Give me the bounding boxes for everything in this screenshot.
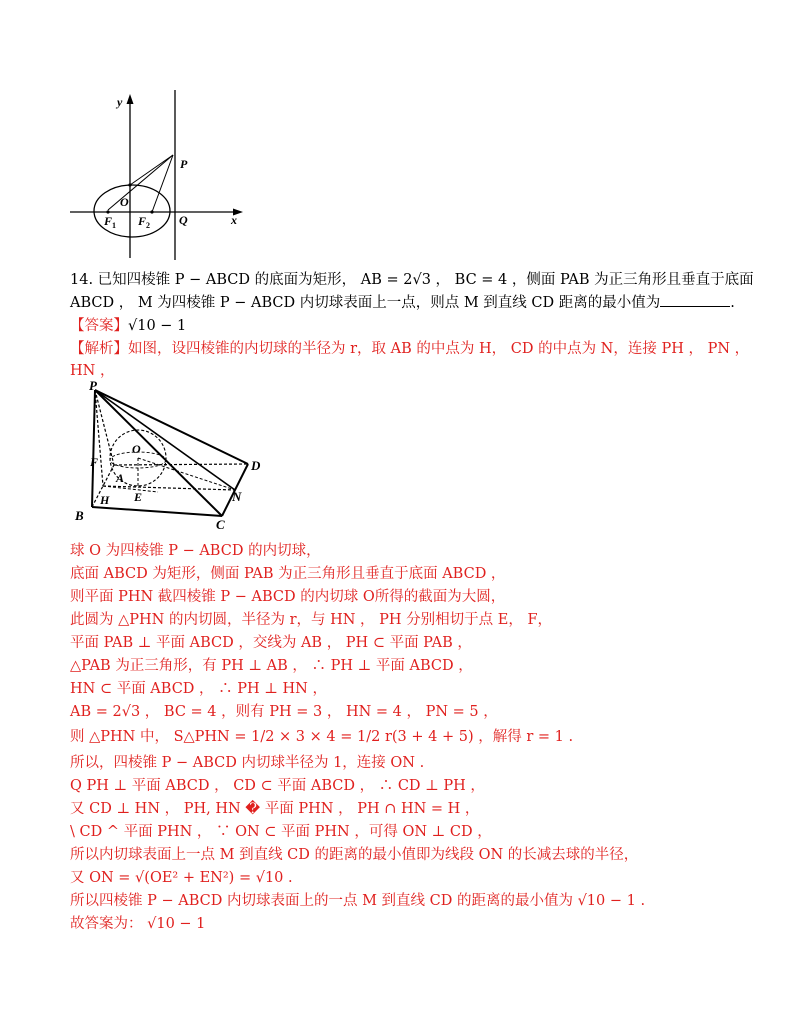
answer-blank [660, 292, 730, 307]
pyramid-d-label: D [251, 458, 261, 473]
solution-line-4: 此圆为 △PHN 的内切圆，半径为 r，与 HN ， PH 分别相切于点 E， F， [70, 612, 553, 628]
point-f1-label: F [104, 214, 113, 228]
pyramid-e-label: E [134, 490, 143, 504]
x-axis-label: x [231, 213, 237, 227]
answer-value: √10 − 1 [128, 318, 187, 334]
solution-line-15: 又 ON = √(OE² + EN²) = √10 . [70, 870, 293, 886]
solution-line-14: 所以内切球表面上一点 M 到直线 CD 的距离的最小值即为线段 ON 的长减去球的半径， [70, 847, 639, 863]
pyramid-p-label: P [89, 380, 97, 393]
pyramid-a-label: A [116, 471, 125, 485]
pyramid-c-label: C [216, 517, 225, 532]
solution-line-1: 球 O 为四棱锥 P − ABCD 的内切球， [70, 543, 321, 559]
point-f1-sub: 1 [112, 221, 116, 230]
solution-line-10: 所以，四棱锥 P − ABCD 内切球半径为 1，连接 ON . [70, 755, 425, 771]
solution-line-13: \ CD ^ 平面 PHN ， ∵ ON ⊂ 平面 PHN ，可得 ON ⊥ CD ， [70, 824, 492, 840]
solution-line-9: 则 △PHN 中， S△PHN = 1/2 × 3 × 4 = 1/2 r(3 + 4 + 5) ，解得 r = 1 . [70, 729, 574, 745]
pyramid-diagram [70, 380, 270, 535]
pyramid-b-label: B [75, 508, 84, 523]
point-f2-label: F [138, 214, 147, 228]
analysis-label: 【解析】 [70, 341, 128, 357]
point-p-label: P [180, 157, 188, 171]
pyramid-h-label: H [100, 493, 110, 507]
point-q-label: Q [179, 213, 188, 227]
solution-line-7: HN ⊂ 平面 ABCD ， ∴ PH ⊥ HN ， [70, 681, 327, 697]
answer-label: 【答案】 [70, 318, 128, 334]
pyramid-f-label: F [90, 455, 99, 469]
pyramid-n-label: N [232, 489, 242, 504]
solution-line-16: 所以四棱锥 P − ABCD 内切球表面上的一点 M 到直线 CD 的距离的最小值为 √10 − 1 . [70, 893, 646, 909]
solution-line-11: Q PH ⊥ 平面 ABCD ， CD ⊂ 平面 ABCD ， ∴ CD ⊥ PH ， [70, 778, 485, 794]
solution-line-12: 又 CD ⊥ HN ， PH, HN � 平面 PHN ， PH ∩ HN = H ， [70, 801, 480, 817]
y-axis-label: y [117, 95, 123, 109]
problem-line-2: ABCD ， M 为四棱锥 P − ABCD 内切球表面上一点，则点 M 到直线 CD 距离的最小值为 . [70, 292, 735, 314]
solution-line-5: 平面 PAB ⊥ 平面 ABCD ，交线为 AB ， PH ⊂ 平面 PAB ， [70, 635, 472, 651]
ellipse-diagram [60, 88, 260, 263]
answer-line [70, 315, 186, 337]
solution-line-3: 则平面 PHN 截四棱锥 P − ABCD 的内切球 O所得的截面为大圆， [70, 589, 506, 605]
analysis-line-2: HN ， [70, 363, 115, 379]
solution-line-2: 底面 ABCD 为矩形，侧面 PAB 为正三角形且垂直于底面 ABCD ， [70, 566, 506, 582]
solution-line-6: △PAB 为正三角形，有 PH ⊥ AB ， ∴ PH ⊥ 平面 ABCD ， [70, 658, 473, 674]
point-f2-sub: 2 [146, 221, 150, 230]
pyramid-o-label: O [132, 442, 141, 456]
problem-line-1: 14. 已知四棱锥 P − ABCD 的底面为矩形， AB = 2√3 ， BC = 4 ，侧面 PAB 为正三角形且垂直于底面 [70, 272, 754, 288]
solution-line-17: 故答案为： √10 − 1 [70, 916, 206, 932]
analysis-line-1: 【解析】如图，设四棱锥的内切球的半径为 r，取 AB 的中点为 H， CD 的中点为 N，连接 PH ， PN ， [70, 341, 750, 357]
point-o-label: O [120, 195, 129, 209]
solution-line-8: AB = 2√3 ， BC = 4 ，则有 PH = 3 ， HN = 4 ， PN = 5 ， [70, 704, 498, 720]
